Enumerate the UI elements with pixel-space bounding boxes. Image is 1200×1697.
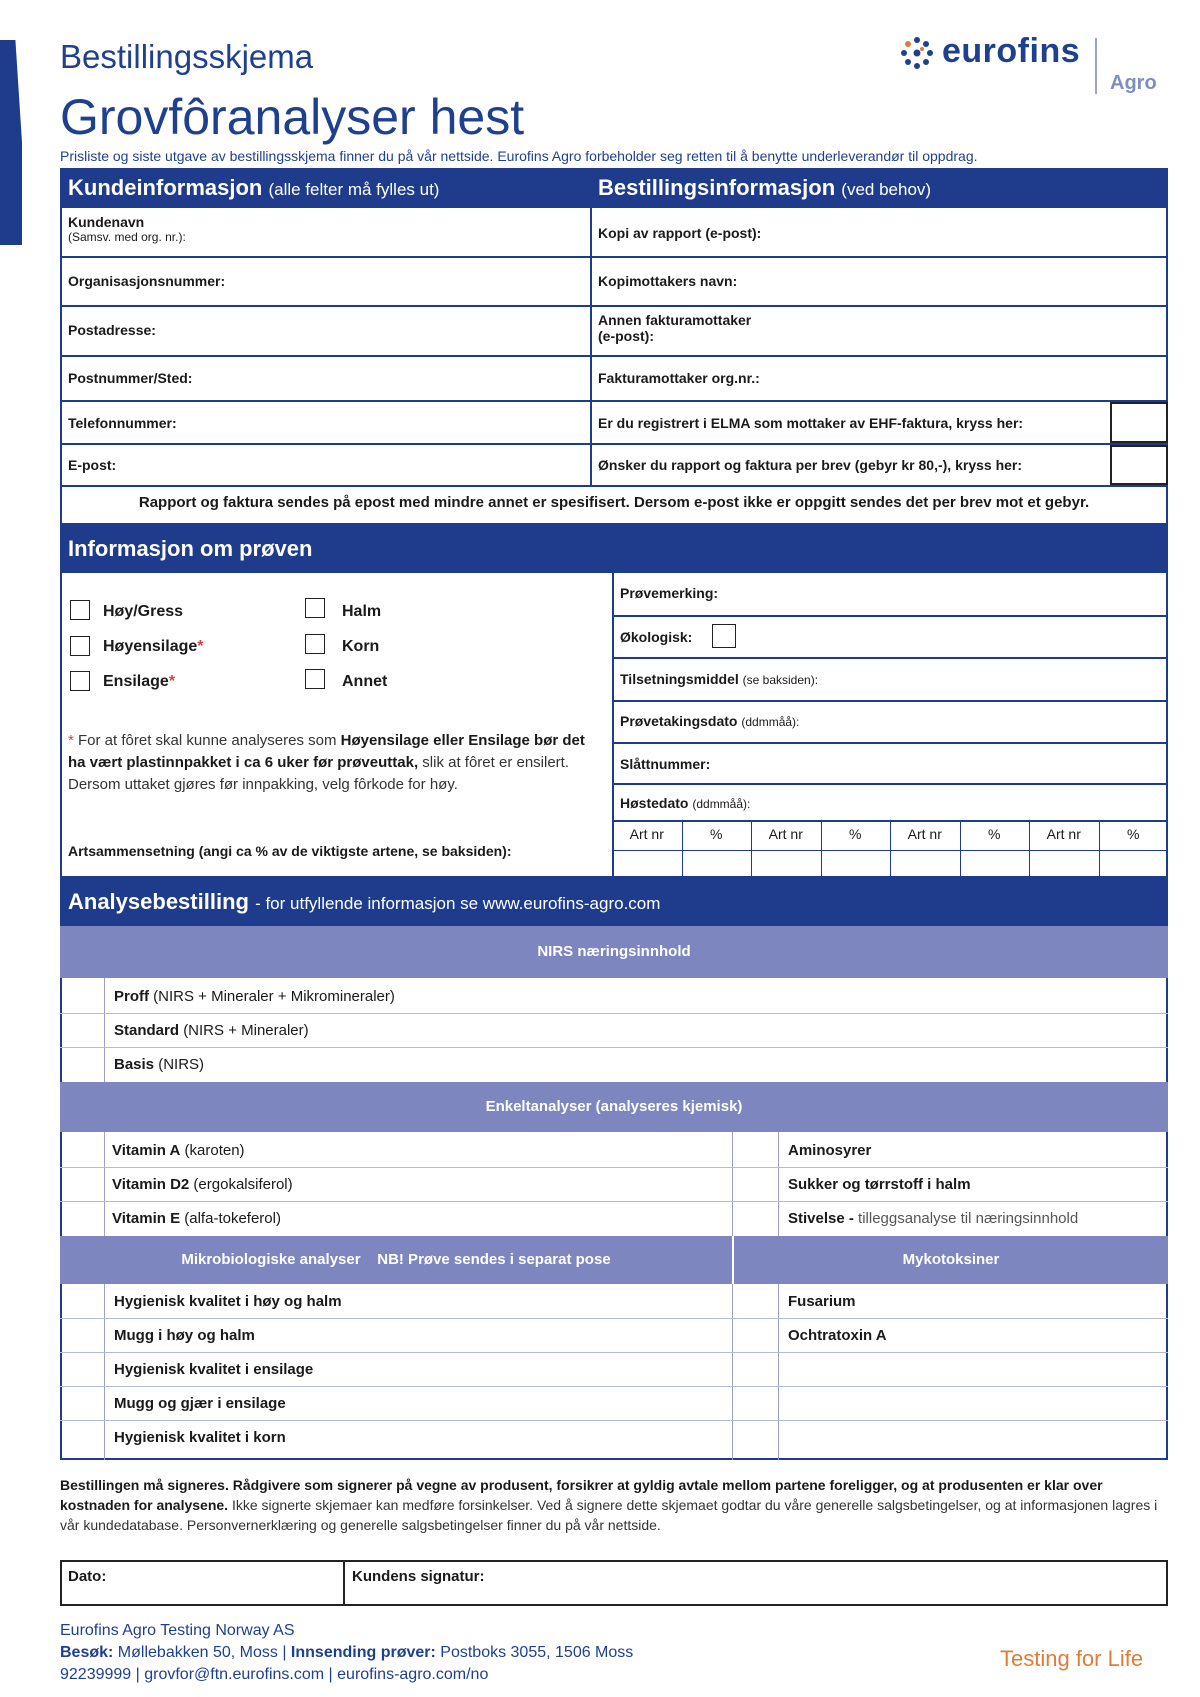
field-postadresse[interactable]: Postadresse: — [68, 322, 156, 338]
field-postnummer[interactable]: Postnummer/Sted: — [68, 370, 193, 386]
field-epost[interactable]: E-post: — [68, 457, 117, 473]
field-slattnummer[interactable]: Slåttnummer: — [620, 756, 711, 772]
divider — [732, 1284, 733, 1460]
field-tilsetningsmiddel[interactable]: Tilsetningsmiddel (se baksiden): — [620, 671, 819, 687]
arts-input-cell[interactable] — [890, 850, 960, 878]
mikro-band: Mikrobiologiske analyser NB! Prøve sendes i separat pose — [60, 1236, 732, 1284]
field-provemerking[interactable]: Prøvemerking: — [620, 585, 719, 601]
divider — [612, 615, 1168, 617]
nirs-band: NIRS næringsinnhold — [60, 926, 1168, 978]
divider — [60, 256, 1168, 258]
divider — [682, 820, 683, 878]
checkbox-ensilage[interactable] — [70, 671, 90, 691]
arts-col-header: % — [988, 826, 1001, 842]
divider — [612, 742, 1168, 744]
field-kopimottaker[interactable]: Kopimottakers navn: — [598, 273, 738, 289]
analysis-vitamin-d2[interactable]: Vitamin D2 (ergokalsiferol) — [112, 1176, 293, 1193]
footer-company: Eurofins Agro Testing Norway AS — [60, 1622, 295, 1639]
analysis-aminosyrer[interactable]: Aminosyrer — [788, 1142, 872, 1159]
divider — [60, 1386, 1168, 1387]
footer-contact[interactable]: 92239999 | grovfor@ftn.eurofins.com | eurofins-agro.com/no — [60, 1666, 489, 1683]
myko-band: Mykotoksiner — [734, 1236, 1168, 1284]
logo-divider — [1095, 38, 1097, 94]
checkbox-korn[interactable] — [305, 634, 325, 654]
artsammensetning-label: Artsammensetning (angi ca % av de viktigste artene, se baksiden): — [68, 843, 512, 859]
mikro-hygienisk-korn[interactable]: Hygienisk kvalitet i korn — [114, 1429, 286, 1446]
option-annet: Annet — [342, 673, 388, 690]
nirs-standard[interactable]: Standard (NIRS + Mineraler) — [114, 1022, 309, 1039]
arts-col-header: Art nr — [1046, 826, 1081, 842]
arts-col-header: Art nr — [629, 826, 664, 842]
okologisk-checkbox[interactable] — [712, 624, 736, 648]
arts-col-header: Art nr — [907, 826, 942, 842]
divider — [60, 485, 1168, 487]
divider — [343, 1560, 345, 1606]
arts-input-cell[interactable] — [821, 850, 891, 878]
arts-input-cell[interactable] — [612, 850, 682, 878]
field-fakturamottaker-orgnr[interactable]: Fakturamottaker org.nr.: — [598, 370, 760, 386]
divider — [612, 700, 1168, 702]
option-hoyensilage: Høyensilage* — [103, 638, 204, 655]
delivery-notice: Rapport og faktura sendes på epost med mindre annet er spesifisert. Dersom e-post ikke er oppgitt sendes det per brev mot et gebyr. — [138, 494, 1090, 511]
left-accent-bar — [0, 40, 22, 245]
divider — [732, 1132, 733, 1236]
analyse-heading: Analysebestilling - for utfyllende informasjon se www.eurofins-agro.com — [68, 889, 661, 914]
footer-address: Besøk: Møllebakken 50, Moss | Innsending prøver: Postboks 3055, 1506 Moss — [60, 1644, 634, 1661]
arts-col-header: Art nr — [768, 826, 803, 842]
footer-slogan: Testing for Life — [1000, 1646, 1144, 1671]
field-provetakingsdato[interactable]: Prøvetakingsdato (ddmmåå): — [620, 713, 800, 729]
arts-input-cell[interactable] — [682, 850, 752, 878]
signature-notice: Bestillingen må signeres. Rådgivere som signerer på vegne av produsent, forsikrer at gyldig avtale mellom partene foreligger, og at produsenten er klar over kostnaden for analysene. Ikke signerte skjemaer kan medføre forsinkelser. Ved å signere dette skjemaet godtar du våre generelle salgsbetingelser, og at informasjonen lagres i vår kundedatabase. Personvernerklæring og generelle salgsbetingelser finner du på vår nettside. — [60, 1477, 1158, 1533]
option-ensilage: Ensilage* — [103, 673, 176, 690]
divider — [612, 783, 1168, 785]
field-dato[interactable]: Dato: — [68, 1568, 107, 1585]
field-hostedato[interactable]: Høstedato (ddmmåå): — [620, 795, 751, 811]
field-kundenavn[interactable]: Kundenavn (Samsv. med org. nr.): — [68, 214, 186, 244]
eurofins-dots-icon — [900, 36, 934, 70]
divider — [60, 1352, 1168, 1353]
field-annen-fakturamottaker[interactable]: Annen fakturamottaker (e-post): — [598, 312, 752, 344]
option-hoy-gress: Høy/Gress — [103, 603, 184, 620]
kunde-heading: Kundeinformasjon (alle felter må fylles ut) — [68, 175, 440, 200]
myko-ochtratoxin[interactable]: Ochtratoxin A — [788, 1327, 887, 1344]
intro-text: Prisliste og siste utgave av bestillingsskjema finner du på vår nettside. Eurofins Agro forbeholder seg retten til å benytte underleverandør til oppdrag. — [60, 148, 978, 164]
enkelt-band: Enkeltanalyser (analyseres kjemisk) — [60, 1082, 1168, 1132]
divider — [1029, 820, 1030, 878]
option-korn: Korn — [342, 638, 380, 655]
divider — [60, 1013, 1168, 1014]
brev-checkbox[interactable] — [1110, 445, 1168, 485]
divider — [821, 820, 822, 878]
divider — [751, 820, 752, 878]
bestilling-heading: Bestillingsinformasjon (ved behov) — [598, 175, 932, 200]
myko-fusarium[interactable]: Fusarium — [788, 1293, 856, 1310]
analysis-vitamin-e[interactable]: Vitamin E (alfa-tokeferol) — [112, 1210, 281, 1227]
arts-col-header: % — [849, 826, 862, 842]
divider — [60, 1318, 1168, 1319]
arts-input-cell[interactable] — [751, 850, 821, 878]
arts-col-header: % — [710, 826, 723, 842]
divider — [890, 820, 891, 878]
divider — [60, 1201, 1168, 1202]
divider — [612, 657, 1168, 659]
checkbox-hoy-gress[interactable] — [70, 600, 90, 620]
mikro-mugg-hoy-halm[interactable]: Mugg i høy og halm — [114, 1327, 255, 1344]
field-okologisk: Økologisk: — [620, 629, 693, 645]
ensilage-note: * For at fôret skal kunne analyseres som Høyensilage eller Ensilage bør det ha vært plastinnpakket i ca 6 uker før prøveuttak, slik at fôret er ensilert. Dersom uttaket gjøres før innpakking, velg fôrkode for høy. — [68, 732, 585, 793]
divider — [60, 1420, 1168, 1421]
option-halm: Halm — [342, 603, 382, 620]
prove-heading: Informasjon om prøven — [68, 536, 313, 561]
divider — [1099, 820, 1100, 878]
field-elma: Er du registrert i ELMA som mottaker av EHF-faktura, kryss her: — [598, 415, 1024, 431]
mikro-hygienisk-ensilage[interactable]: Hygienisk kvalitet i ensilage — [114, 1361, 314, 1378]
nirs-basis[interactable]: Basis (NIRS) — [114, 1056, 205, 1073]
divider — [60, 355, 1168, 357]
form-title-large: Grovfôranalyser hest — [60, 89, 525, 145]
field-kopi-rapport[interactable]: Kopi av rapport (e-post): — [598, 225, 762, 241]
divider — [960, 820, 961, 878]
arts-input-cell[interactable] — [1029, 850, 1099, 878]
checkbox-halm[interactable] — [305, 598, 325, 618]
mikro-mugg-gjaer-ensilage[interactable]: Mugg og gjær i ensilage — [114, 1395, 286, 1412]
logo-wordmark: eurofins — [942, 32, 1081, 70]
arts-col-header: % — [1127, 826, 1140, 842]
checkbox-hoyensilage[interactable] — [70, 636, 90, 656]
form-title-small: Bestillingsskjema — [60, 38, 314, 75]
elma-checkbox[interactable] — [1110, 402, 1168, 443]
analysis-vitamin-a[interactable]: Vitamin A (karoten) — [112, 1142, 245, 1159]
divider — [60, 400, 1168, 402]
field-telefon[interactable]: Telefonnummer: — [68, 415, 177, 431]
logo-agro: Agro — [1110, 72, 1157, 94]
field-organisasjonsnummer[interactable]: Organisasjonsnummer: — [68, 273, 226, 289]
arts-input-cell[interactable] — [1099, 850, 1169, 878]
arts-input-cell[interactable] — [960, 850, 1030, 878]
divider — [60, 443, 1168, 445]
divider — [104, 1132, 105, 1236]
field-signatur[interactable]: Kundens signatur: — [352, 1568, 485, 1585]
analysis-sukker-torrstoff[interactable]: Sukker og tørrstoff i halm — [788, 1176, 971, 1193]
field-brev: Ønsker du rapport og faktura per brev (gebyr kr 80,-), kryss her: — [598, 457, 1023, 473]
checkbox-annet[interactable] — [305, 669, 325, 689]
analysis-stivelse[interactable]: Stivelse - tilleggsanalyse til næringsinnhold — [788, 1210, 1079, 1227]
signature-box — [60, 1560, 1168, 1606]
nirs-proff[interactable]: Proff (NIRS + Mineraler + Mikromineraler) — [114, 988, 395, 1005]
divider — [60, 305, 1168, 307]
divider — [104, 1284, 105, 1460]
divider — [778, 1132, 779, 1236]
divider — [60, 1047, 1168, 1048]
divider — [778, 1284, 779, 1460]
divider — [60, 1167, 1168, 1168]
mikro-hygienisk-hoy-halm[interactable]: Hygienisk kvalitet i høy og halm — [114, 1293, 342, 1310]
analysis-section — [60, 926, 1168, 1460]
divider — [104, 978, 105, 1082]
